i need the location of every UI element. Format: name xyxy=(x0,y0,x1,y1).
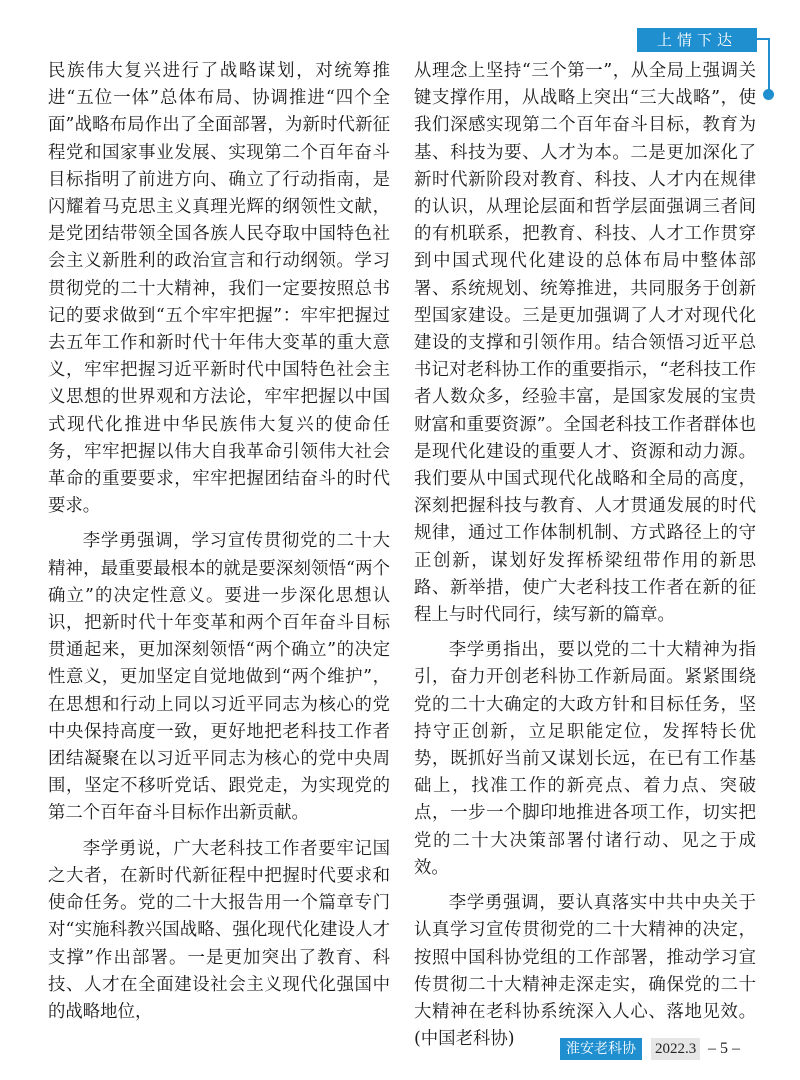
paragraph: 李学勇指出，要以党的二十大精神为指引，奋力开创老科协工作新局面。紧紧围绕党的二十大确定的大政方针和目标任务，坚持守正创新，立足职能定位，发挥特长优势，既抓好当前又谋划长远，在已有工作基础上，找准工作的新亮点、着力点、突破点，一步一个脚印地推进各项工作，切实把党的二十大决策部署付诸行动、见之于成效。 xyxy=(414,640,756,878)
paragraph: 李学勇说，广大老科技工作者要牢记国之大者，在新时代新征程中把握时代要求和使命任务。党的二十大报告用一个篇章专门对“实施科教兴国战略、强化现代化建设人才支撑”作出部署。一是更加突出了教育、科技、人才在全面建设社会主义现代化强国中的战略地位， xyxy=(48,838,390,1022)
section-tag-dot-icon xyxy=(763,89,774,100)
paragraph: 李学勇强调，要认真落实中共中央关于认真学习宣传贯彻党的二十大精神的决定，按照中国科协党组的工作部署，推动学习宣传贯彻二十大精神走深走实，确保党的二十大精神在老科协系统深入人心、落地见效。(中国老科协) xyxy=(414,893,756,1050)
right-column xyxy=(414,58,756,1053)
section-tag-vertical-line xyxy=(768,38,770,92)
paragraph: 从理念上坚持“三个第一”，从全局上强调关键支撑作用，从战略上突出“三大战略”，使我们深感实现第二个百年奋斗目标，教育为基、科技为要、人才为本。二是更加深化了新时代新阶段对教育、科技、人才内在规律的认识，从理论层面和哲学层面强调三者间的有机联系，把教育、科技、人才工作贯穿到中国式现代化建设的总体布局中整体部署、系统规划、统筹推进，共同服务于创新型国家建设。三是更加强调了人才对现代化建设的支撑和引领作用。结合领悟习近平总书记对老科协工作的重要指示，“老科技工作者人数众多，经验丰富，是国家发展的宝贵财富和重要资源”。全国老科技工作者群体也是现代化建设的重要人才、资源和动力源。我们要从中国式现代化战略和全局的高度，深刻把握科技与教育、人才贯通发展的时代规律，通过工作体制机制、方式路径上的守正创新，谋划好发挥桥梁纽带作用的新思路、新举措，使广大老科技工作者在新的征程上与时代同行，续写新的篇章。 xyxy=(414,61,756,626)
paragraph: 李学勇强调，学习宣传贯彻党的二十大精神，最重要最根本的就是要深刻领悟“两个确立”的决定性意义。要进一步深化思想认识，把新时代十年变革和两个百年奋斗目标贯通起来，更加深刻领悟“两个确立”的决定性意义，更加坚定自觉地做到“两个维护”，在思想和行动上同以习近平同志为核心的党中央保持高度一致，更好地把老科技工作者团结凝聚在以习近平同志为核心的党中央周围，坚定不移听党话、跟党走，为实现党的第二个百年奋斗目标作出新贡献。 xyxy=(48,531,390,824)
journal-name: 淮安老科协 xyxy=(560,1038,642,1060)
issue-number: 2022.3 xyxy=(651,1038,700,1060)
section-tag: 上情下达 xyxy=(637,28,757,52)
page-number: – 5 – xyxy=(708,1040,740,1057)
left-column xyxy=(48,58,390,1026)
paragraph: 民族伟大复兴进行了战略谋划，对统筹推进“五位一体”总体布局、协调推进“四个全面”战略布局作出了全面部署，为新时代新征程党和国家事业发展、实现第二个百年奋斗目标指明了前进方向、确立了行动指南，是闪耀着马克思主义真理光辉的纲领性文献，是党团结带领全国各族人民夺取中国特色社会主义新胜利的政治宣言和行动纲领。学习贯彻党的二十大精神，我们一定要按照总书记的要求做到“五个牢牢把握”：牢牢把握过去五年工作和新时代十年伟大变革的重大意义，牢牢把握习近平新时代中国特色社会主义思想的世界观和方法论，牢牢把握以中国式现代化推进中华民族伟大复兴的使命任务，牢牢把握以伟大自我革命引领伟大社会革命的重要要求，牢牢把握团结奋斗的时代要求。 xyxy=(48,61,390,517)
